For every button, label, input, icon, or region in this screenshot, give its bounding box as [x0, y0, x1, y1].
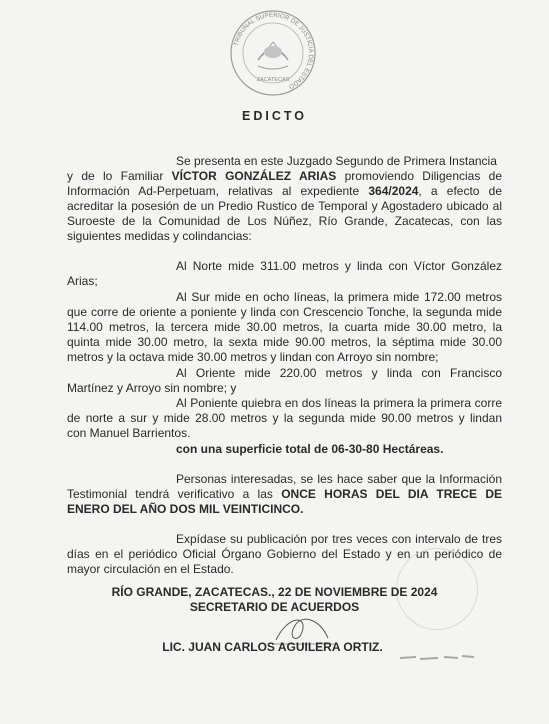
- seal-ring-text: TRIBUNAL SUPERIOR DE JUSTICIA DEL ESTADO: [232, 11, 315, 90]
- closing-secretario: SECRETARIO DE ACUERDOS: [189, 600, 360, 614]
- p1-line4: acreditar la posesión de un Predio Rustico de Temporal y Agostadero ubicado al: [67, 199, 502, 213]
- p1-line3: Información Ad-Perpetuam, relativas al expediente 364/2024, a efecto de: [67, 184, 502, 198]
- closing-place-date: RÍO GRANDE, ZACATECAS., 22 DE NOVIEMBRE DE 2024: [111, 585, 438, 599]
- expidase-line2: días en el periódico Oficial Órgano Gobierno del Estado y en un periódico de: [67, 547, 502, 561]
- oriente-line2: Martínez y Arroyo sin nombre; y: [67, 381, 237, 395]
- p1-line2: y de lo Familiar VÍCTOR GONZÁLEZ ARIAS promoviendo Diligencias de: [67, 169, 503, 183]
- norte-line2: Arias;: [67, 274, 98, 288]
- sur-line3: 114.00 metros, la tercera mide 30.00 metros, la cuarta mide 30.00 metro, la: [67, 320, 502, 334]
- court-seal-icon: [228, 8, 318, 98]
- faded-stamp-icon: [398, 648, 478, 664]
- p1-line6: siguientes medidas y colindancias:: [67, 229, 252, 243]
- superficie-text: con una superficie total de 06-30-80 Hectáreas.: [176, 442, 444, 456]
- sur-line1: Al Sur mide en ocho líneas, la primera mide 172.00 metros: [176, 290, 502, 304]
- personas-line1: Personas interesadas, se les hace saber que la Información: [176, 472, 502, 486]
- sur-line2: que corre de oriente a poniente y linda con Crescencio Tonche, la segunda mide: [67, 305, 502, 319]
- p1-line1: Se presenta en este Juzgado Segundo de Primera Instancia: [176, 154, 497, 168]
- document-title: EDICTO: [242, 109, 307, 123]
- personas-line2: Testimonial tendrá verificativo a las ONCE HORAS DEL DIA TRECE DE: [67, 487, 502, 501]
- oriente-line1: Al Oriente mide 220.00 metros y linda con Francisco: [176, 366, 502, 380]
- norte-line1: Al Norte mide 311.00 metros y linda con Víctor González: [176, 259, 502, 273]
- closing-name: LIC. JUAN CARLOS AGUILERA ORTIZ.: [162, 640, 383, 654]
- sur-line4: quinta mide 30.00 metro, la sexta mide 90.00 metros, la séptima mide 30.00: [67, 335, 502, 349]
- poniente-line3: con Manuel Barrientos.: [67, 426, 191, 440]
- poniente-line1: Al Poniente quiebra en dos líneas la primera la primera corre: [176, 396, 502, 410]
- expidase-line3: mayor circulación en el Estado.: [67, 562, 234, 576]
- seal-bottom-text: ZACATECAS: [256, 77, 290, 83]
- poniente-line2: de norte a sur y mide 28.00 metros y la segunda mide 90.00 metros y lindan: [67, 411, 502, 425]
- personas-line3: ENERO DEL AÑO DOS MIL VEINTICINCO.: [67, 502, 304, 516]
- p1-line5: Suroeste de la Comunidad de Los Núñez, Río Grande, Zacatecas, con las: [67, 214, 502, 228]
- expidase-line1: Expídase su publicación por tres veces con intervalo de tres: [176, 532, 502, 546]
- sur-line5: metros y la octava mide 30.00 metros y lindan con Arroyo sin nombre;: [67, 350, 439, 364]
